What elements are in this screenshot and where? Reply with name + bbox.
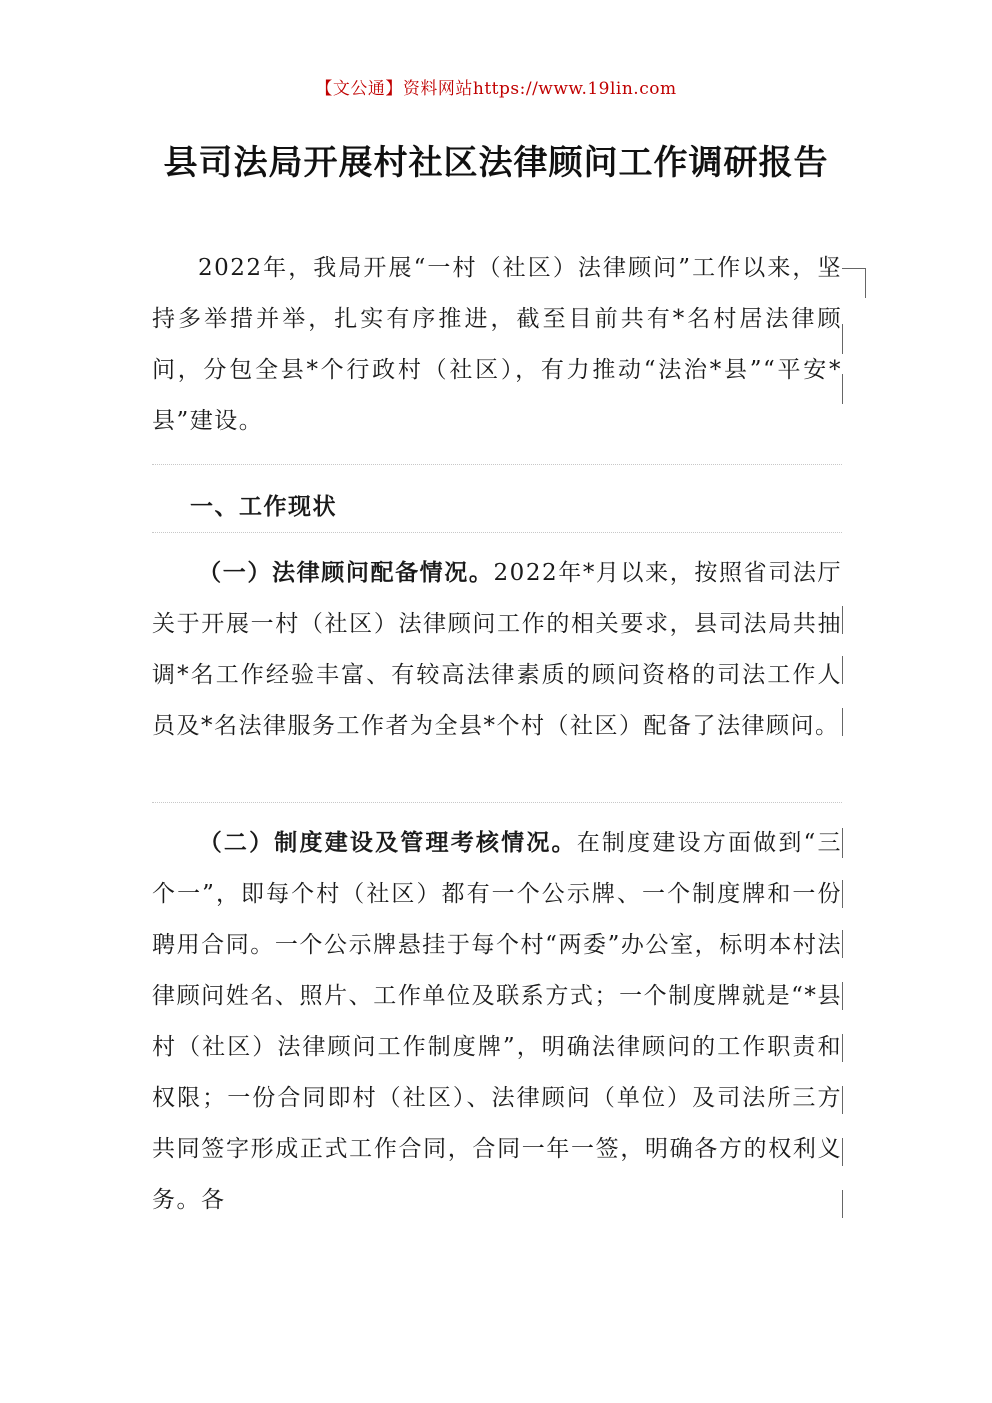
margin-mark: [842, 982, 843, 1010]
section-heading: [152, 482, 842, 533]
item1-lead: （一）法律顾问配备情况。: [198, 560, 494, 586]
item1-paragraph: [152, 548, 842, 752]
margin-mark: [842, 1086, 843, 1114]
intro-text: 2022年，我局开展“一村（社区）法律顾问”工作以来，坚持多举措并举，扎实有序推进，截至目前共有*名村居法律顾问，分包全县*个行政村（社区），有力推动“法治*县”“平安*县”建设。: [152, 255, 842, 434]
paragraph-separator: [152, 464, 842, 465]
item1-body: 2022年*月以来，按照省司法厅关于开展一村（社区）法律顾问工作的相关要求，县司法局共抽调*名工作经验丰富、有较高法律素质的顾问资格的司法工作人员及*名法律服务工作者为全县*个村（社区）配备了法律顾问。: [152, 560, 842, 739]
paragraph-separator: [152, 532, 842, 533]
margin-mark: [842, 374, 843, 404]
paragraph-separator: [152, 802, 842, 803]
item2-paragraph: [152, 818, 842, 1226]
item2-body: 在制度建设方面做到“三个一”，即每个村（社区）都有一个公示牌、一个制度牌和一份聘用合同。一个公示牌悬挂于每个村“两委”办公室，标明本村法律顾问姓名、照片、工作单位及联系方式；一个制度牌就是“*县村（社区）法律顾问工作制度牌”，明确法律顾问的工作职责和权限；一份合同即村（社区）、法律顾问（单位）及司法所三方共同签字形成正式工作合同，合同一年一签，明确各方的权利义务。各: [152, 830, 843, 1213]
site-header: 【文公通】资料网站https://www.19lin.com: [315, 79, 677, 99]
intro-paragraph: [152, 243, 842, 447]
section-heading-text: 一、工作现状: [190, 494, 337, 520]
margin-mark: [842, 828, 843, 858]
margin-mark: [842, 1138, 843, 1166]
margin-mark: [842, 324, 843, 354]
margin-mark: [842, 1190, 843, 1218]
margin-mark: [842, 606, 843, 634]
item2-lead: （二）制度建设及管理考核情况。: [198, 830, 577, 856]
document-title: 县司法局开展村社区法律顾问工作调研报告: [163, 143, 829, 183]
margin-corner-mark: [842, 268, 866, 298]
margin-mark: [842, 656, 843, 684]
margin-mark: [842, 930, 843, 958]
margin-mark: [842, 708, 843, 736]
margin-mark: [842, 1034, 843, 1062]
margin-mark: [842, 880, 843, 908]
